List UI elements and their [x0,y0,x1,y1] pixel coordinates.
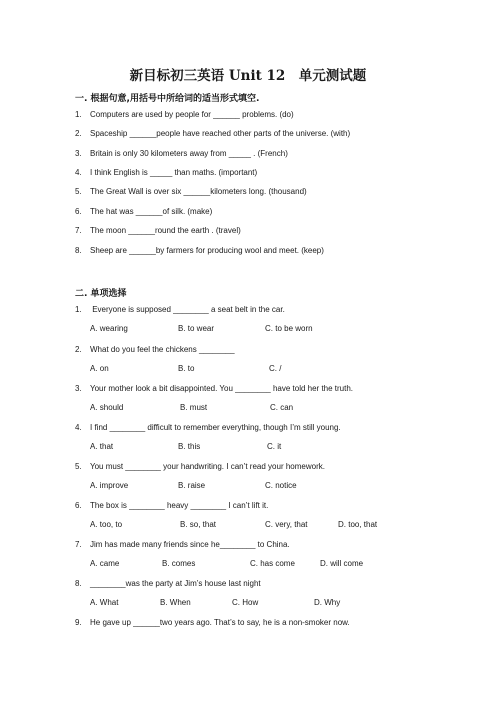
page-title: 新目标初三英语 Unit 12 单元测试题 [129,68,367,84]
section-2-question: 2. What do you feel the chickens ________ [75,345,235,354]
option-a: A. What [90,598,119,607]
section-1-question: 3. Britain is only 30 kilometers away from _____ . (French) [75,149,288,158]
section-1-question: 5. The Great Wall is over six ______kilometers long. (thousand) [75,187,307,196]
option-b: B. When [160,598,191,607]
option-b: B. comes [162,559,196,568]
option-b: B. raise [178,481,206,490]
option-b: B. this [178,442,201,451]
section-1-question: 7. The moon ______round the earth . (travel) [75,226,241,235]
option-d: D. Why [314,598,341,607]
option-d: D. too, that [338,520,378,529]
section-2-question: 9. He gave up ______two years ago. That’s to say, he is a non-smoker now. [75,618,350,627]
option-a: A. should [90,403,124,412]
section-2-question: 5. You must ________ your handwriting. I can’t read your homework. [75,462,325,471]
option-c: C. it [267,442,282,451]
option-a: A. wearing [90,324,128,333]
option-b: B. to wear [178,324,215,333]
option-c: C. has come [250,559,295,568]
option-b: B. so, that [180,520,217,529]
option-d: D. will come [320,559,364,568]
section-2-question: 4. I find ________ difficult to remember everything, though I’m still young. [75,423,341,432]
section-2-heading: 二. 单项选择 [75,289,127,299]
option-b: B. must [180,403,208,412]
section-2-question: 3. Your mother look a bit disappointed. You ________ have told her the truth. [75,384,354,393]
option-a: A. improve [90,481,129,490]
option-c: C. to be worn [265,324,313,333]
section-1-question: 6. The hat was ______of silk. (make) [75,207,213,216]
option-c: C. very, that [265,520,308,529]
option-c: C. How [232,598,259,607]
section-1-question: 1. Computers are used by people for ______ problems. (do) [75,110,294,119]
option-c: C. notice [265,481,297,490]
option-b: B. to [178,364,195,373]
section-2-question: 7. Jim has made many friends since he________ to China. [75,540,290,549]
option-a: A. on [90,364,109,373]
option-c: C. / [269,364,282,373]
section-2-question: 1. Everyone is supposed ________ a seat belt in the car. [75,305,285,314]
section-2-question: 8. ________was the party at Jim’s house last night [75,579,261,588]
option-c: C. can [270,403,294,412]
section-1-question: 2. Spaceship ______people have reached other parts of the universe. (with) [75,129,351,138]
section-1-question: 4. I think English is _____ than maths. (important) [75,168,258,177]
section-1-heading: 一. 根据句意,用括号中所给词的适当形式填空. [75,94,260,104]
option-a: A. came [90,559,120,568]
option-a: A. too, to [90,520,123,529]
section-2-question: 6. The box is ________ heavy ________ I can’t lift it. [75,501,269,510]
section-1-question: 8. Sheep are ______by farmers for producing wool and meet. (keep) [75,246,324,255]
option-a: A. that [90,442,114,451]
